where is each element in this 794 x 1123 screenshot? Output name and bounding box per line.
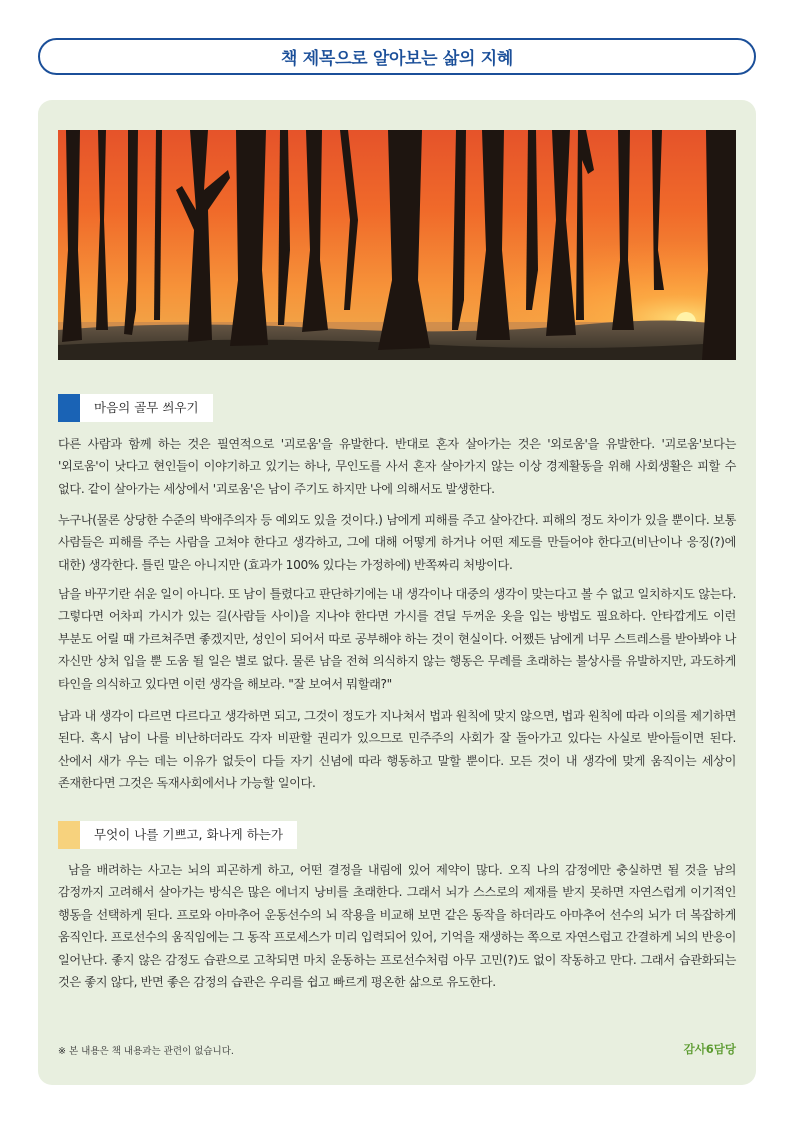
- paragraph: 남과 내 생각이 다르면 다르다고 생각하면 되고, 그것이 정도가 지나쳐서 법과 원칙에 맞지 않으면, 법과 원칙에 따라 이의를 제기하면 된다. 혹시 남이 나를 비난하더라도 각자 비판할 권리가 있으므로 민주주의 사회가 잘 돌아가고 있다는 사실로 받아들이면 된다. 산에서 새가 우는 데는 이유가 없듯이 다들 자기 신념에 따라 행동하고 말할 뿐이다. 모든 것이 내 생각에 맞게 움직이는 세상이 존재한다면 그것은 독재사회에서나 가능할 일이다.: [58, 709, 736, 791]
- paragraph: 누구나(물론 상당한 수준의 박애주의자 등 예외도 있을 것이다.) 남에게 피해를 주고 살아간다. 피해의 정도 차이가 있을 뿐이다. 보통 사람들은 피해를 주는 사람을 고쳐야 한다고 생각하고, 그에 대해 어떻게 하거나 어떤 제도를 만들어야 한다고(비난이나 응징(?)에 대한) 생각한다. 틀린 말은 아니지만 (효과가 100% 있다는 가정하에) 반쪽짜리 처방이다.: [58, 513, 736, 572]
- page-title: 책 제목으로 알아보는 삶의 지혜: [280, 49, 514, 69]
- disclaimer-note: ※ 본 내용은 책 내용과는 관련이 없습니다.: [58, 1046, 234, 1057]
- paragraph: 남을 배려하는 사고는 뇌의 피곤하게 하고, 어떤 결정을 내림에 있어 제약이 많다. 오직 나의 감정에만 충실하면 될 것을 남의 감정까지 고려해서 살아가는 방식은 많은 에너지 낭비를 초래한다. 그래서 뇌가 스스로의 제재를 받지 못하면 자연스럽게 이기적인 행동을 선택하게 된다. 프로와 아마추어 운동선수의 뇌 작용을 비교해 보면 같은 동작을 하더라도 아마추어 선수의 뇌가 더 복잡하게 움직인다. 프로선수의 움직임에는 그 동작 프로세스가 미리 입력되어 있어, 기억을 재생하는 쪽으로 자연스럽고 간결하게 뇌의 반응이 일어난다. 좋지 않은 감정도 습관으로 고착되면 마치 운동하는 프로선수처럼 아무 고민(?)도 없이 작동하고 만다. 그래서 습관화되는 것은 좋지 않다, 반면 좋은 감정의 습관은 우리를 쉽고 빠르게 평온한 삶으로 유도한다.: [58, 863, 736, 990]
- paragraph: 남을 바꾸기란 쉬운 일이 아니다. 또 남이 틀렸다고 판단하기에는 내 생각이나 대중의 생각이 맞는다고 볼 수 없고 일치하지도 않는다. 그렇다면 어차피 가시가 있는 길(사람들 사이)을 지나야 한다면 가시를 견딜 두꺼운 옷을 입는 방법도 필요하다. 안타깝게도 이런 부분도 어릴 때 가르쳐주면 좋겠지만, 성인이 되어서 따로 공부해야 하는 것이 현실이다. 어쨌든 남에게 너무 스트레스를 받아봐야 나 자신만 상처 입을 뿐 도움 될 일은 별로 없다. 물론 남을 전혀 의식하지 않는 행동은 무례를 초래하는 불상사를 유발하지만, 과도하게 타인을 의식하고 있다면 이런 생각을 해보라. "잘 보여서 뭐할래?": [58, 587, 736, 691]
- section-heading-2: [58, 821, 297, 849]
- section-heading-1: [58, 394, 213, 422]
- content-panel: [38, 100, 756, 1085]
- sunset-forest-image: [58, 130, 736, 360]
- section-title: 무엇이 나를 기쁘고, 화나게 하는가: [94, 827, 283, 842]
- paragraph: 다른 사람과 함께 하는 것은 필연적으로 '괴로움'을 유발한다. 반대로 혼자 살아가는 것은 '외로움'을 유발한다. '괴로움'보다는 '외로움'이 낫다고 현인들이 이야기하고 있기는 하나, 무인도를 사서 혼자 살아가지 않는 이상 경제활동을 위해 사회생활은 피할 수 없다. 같이 살아가는 세상에서 '괴로움'은 남이 주기도 하지만 나에 의해서도 발생한다.: [58, 437, 736, 496]
- department-label: 감사6담당: [683, 1042, 736, 1056]
- title-banner: [38, 38, 756, 75]
- section-title: 마음의 골무 씌우기: [94, 400, 199, 415]
- section-marker: [58, 821, 80, 849]
- section-marker: [58, 394, 80, 422]
